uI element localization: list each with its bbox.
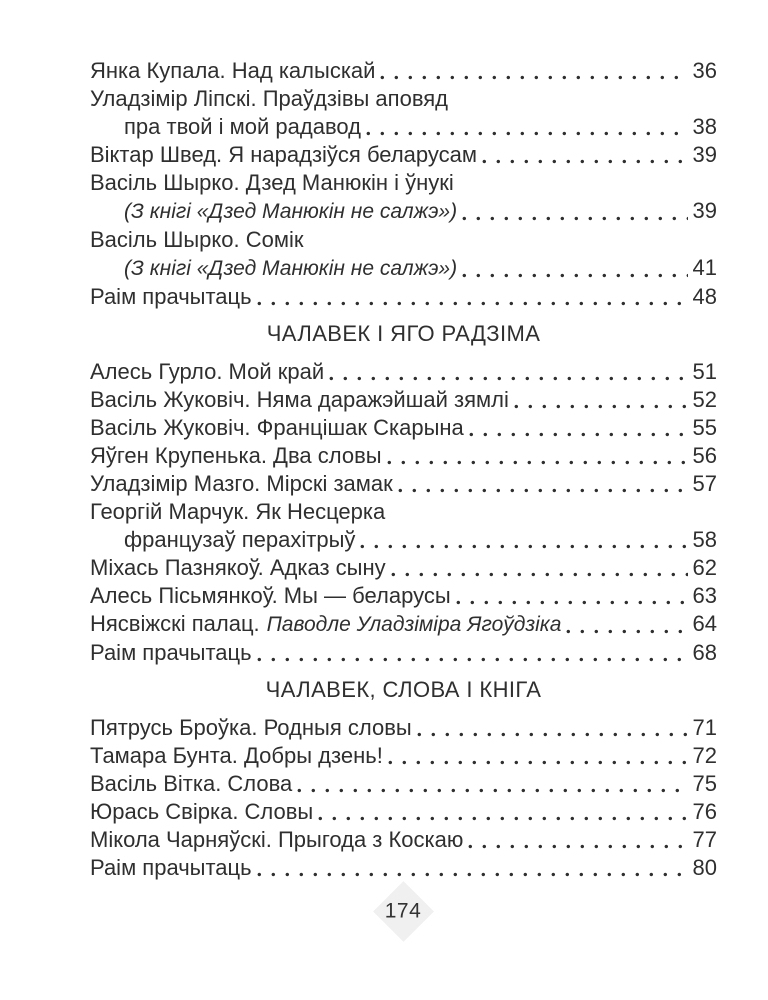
- toc-entry-subtitle: (З кнігі «Дзед Манюкін не салжэ»): [124, 257, 458, 280]
- dot-leader: [566, 629, 687, 634]
- dot-leader: [257, 872, 688, 877]
- dot-leader: [297, 788, 687, 793]
- dot-leader: [329, 376, 687, 381]
- toc-page-number: 72: [692, 743, 717, 768]
- toc-page-number: 71: [692, 715, 717, 740]
- toc-page-number: 48: [692, 284, 717, 309]
- toc-page-number: 75: [692, 771, 717, 796]
- dot-leader: [391, 572, 688, 577]
- toc-entry-title: Уладзімір Ліпскі. Праўдзівы аповяд: [90, 86, 449, 111]
- toc-entry-title: Васіль Вітка. Слова: [90, 771, 293, 796]
- toc-entry-title: Алесь Гурло. Мой край: [90, 359, 325, 384]
- toc-page-number: 39: [692, 198, 717, 223]
- toc-entry-title: французаў перахітрыў: [124, 527, 356, 552]
- toc-entry: [90, 582, 717, 610]
- toc-entry-title: Раім прачытаць: [90, 855, 252, 880]
- toc-entry-title: Нясвіжскі палац.: [90, 611, 260, 636]
- toc-page-number: 64: [692, 611, 717, 636]
- toc-entry-title: Раім прачытаць: [90, 640, 252, 665]
- page-number-badge: [373, 881, 434, 942]
- dot-leader: [318, 816, 687, 821]
- toc-entry: [90, 610, 717, 639]
- toc-entry-title: Георгій Марчук. Як Несцерка: [90, 499, 386, 524]
- dot-leader: [456, 600, 688, 605]
- toc-page-number: 56: [692, 443, 717, 468]
- toc-page-number: 68: [692, 640, 717, 665]
- toc-page-number: 58: [692, 527, 717, 552]
- dot-leader: [257, 301, 688, 306]
- toc-page-number: 76: [692, 799, 717, 824]
- toc-entry: [90, 770, 717, 798]
- toc-entry: [90, 714, 717, 742]
- toc-page-number: 55: [692, 415, 717, 440]
- toc-page-number: 36: [692, 58, 717, 83]
- toc-entry-title: Васіль Жуковіч. Няма даражэйшай зямлі: [90, 387, 509, 412]
- toc-entry: [90, 498, 717, 526]
- toc-entry: [90, 798, 717, 826]
- toc-entry-title: Міхась Пазнякоў. Адказ сыну: [90, 555, 386, 580]
- dot-leader: [462, 216, 687, 221]
- toc-entry: [90, 639, 717, 667]
- toc-entry: [90, 386, 717, 414]
- toc-page-number: 39: [692, 142, 717, 167]
- toc-entry: [90, 113, 717, 141]
- toc-entry-title: Янка Купала. Над калыскай: [90, 58, 376, 83]
- dot-leader: [482, 159, 688, 164]
- page-number: 174: [385, 899, 422, 923]
- toc-entry: [90, 169, 717, 197]
- dot-leader: [469, 432, 688, 437]
- dot-leader: [468, 844, 687, 849]
- toc-entry: [90, 85, 717, 113]
- toc-entry: [90, 283, 717, 311]
- dot-leader: [388, 760, 688, 765]
- toc-entry-title: Мікола Чарняўскі. Прыгода з Коскаю: [90, 827, 464, 852]
- toc-entry-title: Яўген Крупенька. Два словы: [90, 443, 382, 468]
- toc-page-number: 63: [692, 583, 717, 608]
- toc-page-number: 41: [692, 255, 717, 280]
- toc-entry: [90, 414, 717, 442]
- section-heading: ЧАЛАВЕК, СЛОВА І КНІГА: [265, 677, 542, 702]
- toc-page-number: 51: [692, 359, 717, 384]
- toc-entry-title: Васіль Шырко. Сомік: [90, 227, 304, 252]
- section-heading: ЧАЛАВЕК І ЯГО РАДЗІМА: [266, 321, 541, 346]
- toc-entry: [90, 742, 717, 770]
- toc-entry-title: Уладзімір Мазго. Мірскі замак: [90, 471, 393, 496]
- toc-entry: [90, 57, 717, 85]
- toc-entry: [90, 197, 717, 226]
- toc-entry-title: Тамара Бунта. Добры дзень!: [90, 743, 383, 768]
- toc-entry-subtitle: (З кнігі «Дзед Манюкін не салжэ»): [124, 200, 458, 223]
- toc-page-number: 57: [692, 471, 717, 496]
- toc-entry-title: Алесь Пісьмянкоў. Мы — беларусы: [90, 583, 451, 608]
- dot-leader: [366, 131, 688, 136]
- toc-entry-title: Пятрусь Броўка. Родныя словы: [90, 715, 412, 740]
- toc-entry-title: Васіль Жуковіч. Францішак Скарына: [90, 415, 464, 440]
- toc-page-number: 38: [692, 114, 717, 139]
- toc-entry-attribution: Паводле Уладзіміра Ягоўдзіка: [266, 613, 562, 636]
- toc-entry: [90, 826, 717, 854]
- toc-entry-title: Васіль Шырко. Дзед Манюкін і ўнукі: [90, 170, 454, 195]
- toc-entry-title: Віктар Швед. Я нарадзіўся беларусам: [90, 142, 477, 167]
- toc-entry: [90, 141, 717, 169]
- dot-leader: [360, 544, 687, 549]
- toc-page-number: 80: [692, 855, 717, 880]
- dot-leader: [417, 732, 688, 737]
- dot-leader: [398, 488, 688, 493]
- toc-entry-title: пра твой і мой радавод: [124, 114, 361, 139]
- dot-leader: [387, 460, 688, 465]
- toc-entry: [90, 526, 717, 554]
- toc-entry-title: Раім прачытаць: [90, 284, 252, 309]
- dot-leader: [380, 75, 687, 80]
- toc-page-number: 62: [692, 555, 717, 580]
- toc-entry: [90, 470, 717, 498]
- toc-entry: [90, 226, 717, 254]
- dot-leader: [462, 273, 687, 278]
- toc-page-number: 52: [692, 387, 717, 412]
- toc-entry: [90, 254, 717, 283]
- dot-leader: [514, 404, 688, 409]
- page-footer: [90, 882, 717, 933]
- toc-entry: [90, 358, 717, 386]
- toc-entry-title: Юрась Свірка. Словы: [90, 799, 314, 824]
- toc-entry: [90, 854, 717, 882]
- toc-entry: [90, 554, 717, 582]
- toc-entry: [90, 442, 717, 470]
- toc-page-number: 77: [692, 827, 717, 852]
- dot-leader: [257, 657, 688, 662]
